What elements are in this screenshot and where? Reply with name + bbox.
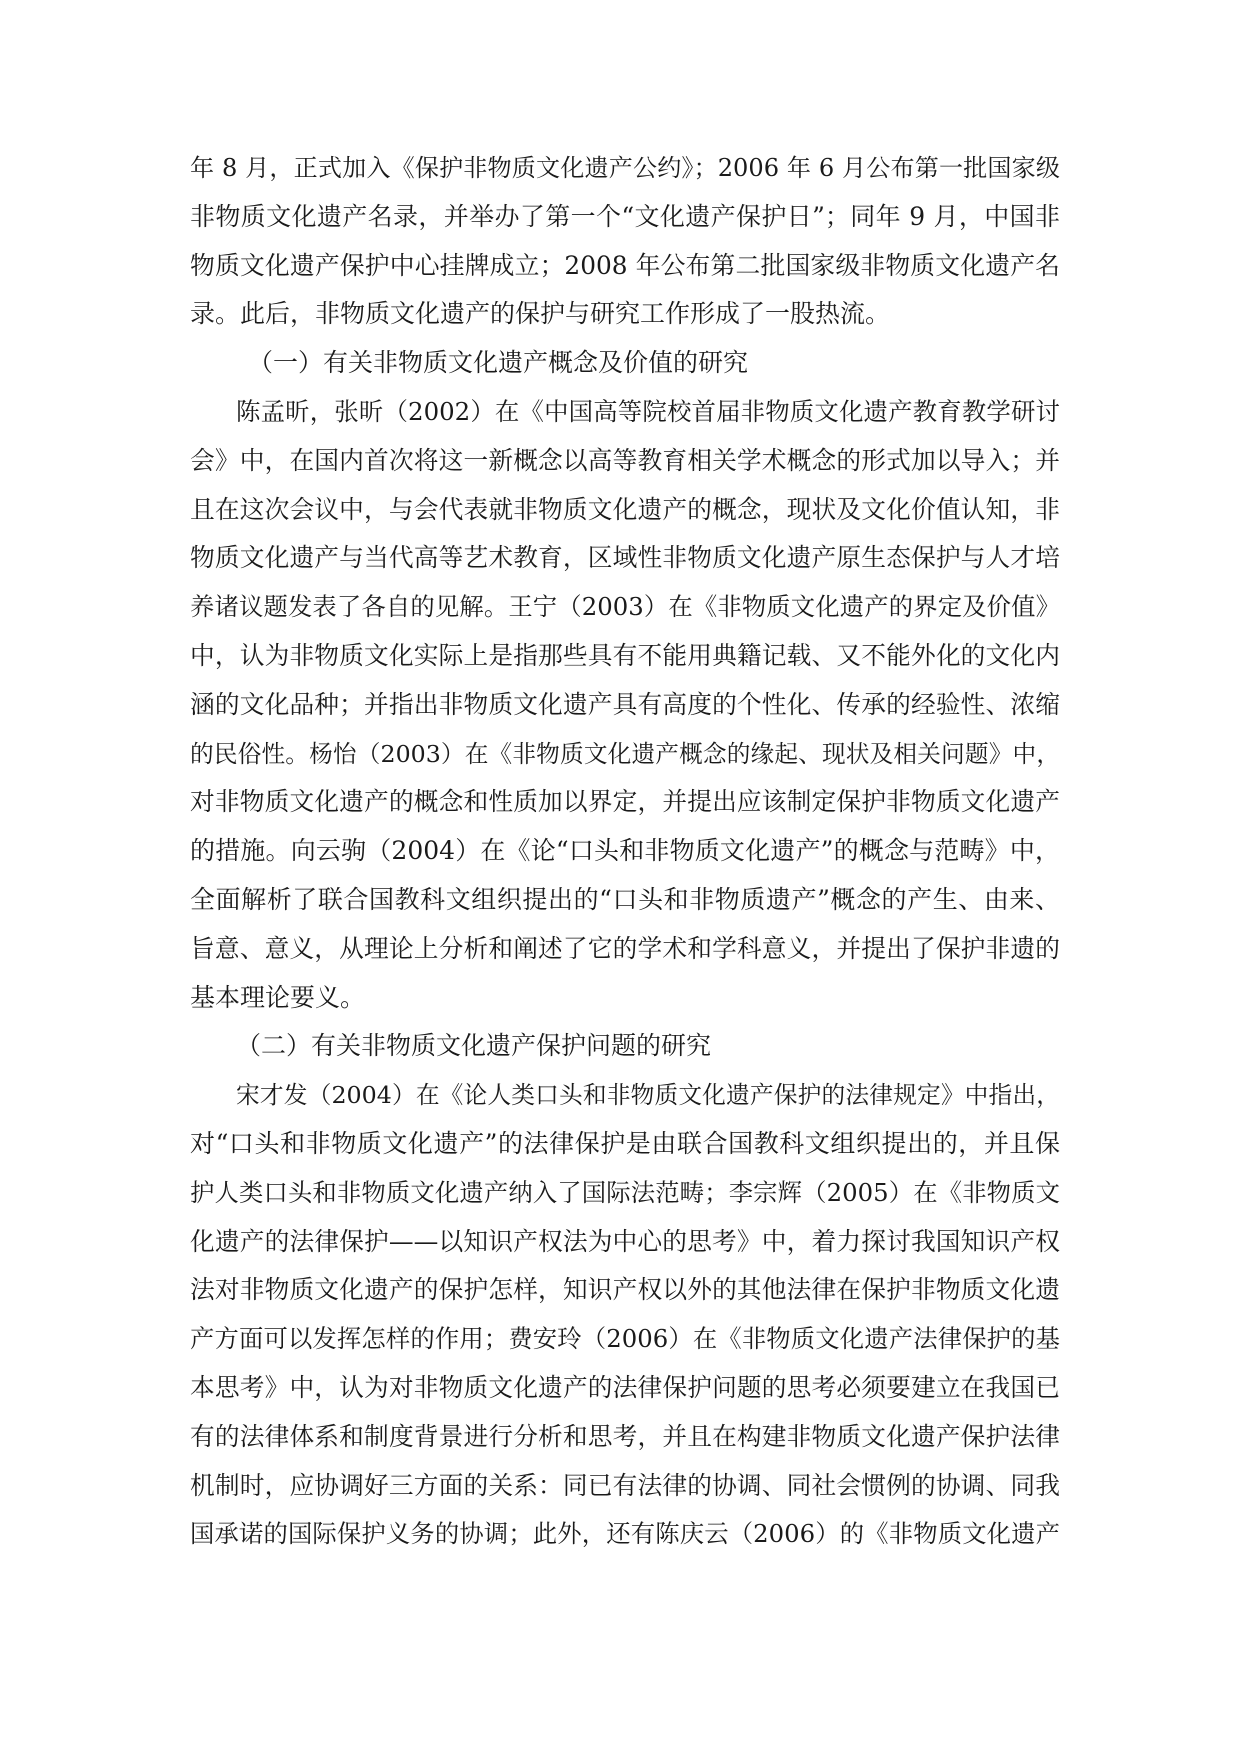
text-line: 对非物质文化遗产的概念和性质加以界定，并提出应该制定保护非物质文化遗产 [190, 787, 1060, 817]
text-line: 且在这次会议中，与会代表就非物质文化遗产的概念，现状及文化价值认知，非 [190, 494, 1060, 524]
text-line: 会》中，在国内首次将这一新概念以高等教育相关学术概念的形式加以导入；并 [190, 445, 1060, 475]
section-heading: （一）有关非物质文化遗产概念及价值的研究 [248, 348, 749, 378]
text-line: 年 8 月，正式加入《保护非物质文化遗产公约》；2006 年 6 月公布第一批国家级 [190, 154, 1060, 182]
text-line: 的民俗性。杨怡（2003）在《非物质文化遗产概念的缘起、现状及相关问题》中， [190, 739, 1060, 768]
text-line: 有的法律体系和制度背景进行分析和思考，并且在构建非物质文化遗产保护法律 [190, 1421, 1060, 1451]
text-line: 中，认为非物质文化实际上是指那些具有不能用典籍记载、又不能外化的文化内 [190, 640, 1060, 670]
text-line: 录。此后，非物质文化遗产的保护与研究工作形成了一股热流。 [190, 299, 891, 329]
text-line: 法对非物质文化遗产的保护怎样，知识产权以外的其他法律在保护非物质文化遗 [190, 1275, 1060, 1305]
text-line: 物质文化遗产保护中心挂牌成立；2008 年公布第二批国家级非物质文化遗产名 [190, 250, 1060, 280]
text-line: 本思考》中，认为对非物质文化遗产的法律保护问题的思考必须要建立在我国已 [190, 1372, 1060, 1402]
text-line: 的措施。向云驹（2004）在《论“口头和非物质文化遗产”的概念与范畴》中， [190, 836, 1060, 866]
body-text [190, 144, 1060, 1559]
text-line: 国承诺的国际保护义务的协调；此外，还有陈庆云（2006）的《非物质文化遗产 [190, 1519, 1060, 1549]
text-line: 涵的文化品种；并指出非物质文化遗产具有高度的个性化、传承的经验性、浓缩 [190, 689, 1060, 719]
text-line: 养诸议题发表了各自的见解。王宁（2003）在《非物质文化遗产的界定及价值》 [190, 592, 1060, 622]
text-line: 化遗产的法律保护——以知识产权法为中心的思考》中，着力探讨我国知识产权 [190, 1226, 1060, 1256]
text-line: 基本理论要义。 [190, 982, 366, 1012]
text-line: 机制时，应协调好三方面的关系：同已有法律的协调、同社会惯例的协调、同我 [190, 1470, 1060, 1500]
text-line: 全面解析了联合国教科文组织提出的“口头和非物质遗产”概念的产生、由来、 [190, 884, 1060, 914]
text-line: 宋才发（2004）在《论人类口头和非物质文化遗产保护的法律规定》中指出， [236, 1081, 1060, 1110]
text-line: 产方面可以发挥怎样的作用；费安玲（2006）在《非物质文化遗产法律保护的基 [190, 1324, 1060, 1354]
section-heading: （二）有关非物质文化遗产保护问题的研究 [236, 1031, 712, 1061]
text-line: 非物质文化遗产名录，并举办了第一个“文化遗产保护日”；同年 9 月，中国非 [190, 201, 1060, 231]
text-line: 物质文化遗产与当代高等艺术教育，区域性非物质文化遗产原生态保护与人才培 [190, 543, 1060, 573]
text-line: 护人类口头和非物质文化遗产纳入了国际法范畴；李宗辉（2005）在《非物质文 [190, 1177, 1060, 1207]
text-line: 陈孟昕，张昕（2002）在《中国高等院校首届非物质文化遗产教育教学研讨 [236, 396, 1060, 426]
text-line: 旨意、意义，从理论上分析和阐述了它的学术和学科意义，并提出了保护非遗的 [190, 933, 1060, 963]
text-line: 对“口头和非物质文化遗产”的法律保护是由联合国教科文组织提出的，并且保 [190, 1128, 1060, 1158]
